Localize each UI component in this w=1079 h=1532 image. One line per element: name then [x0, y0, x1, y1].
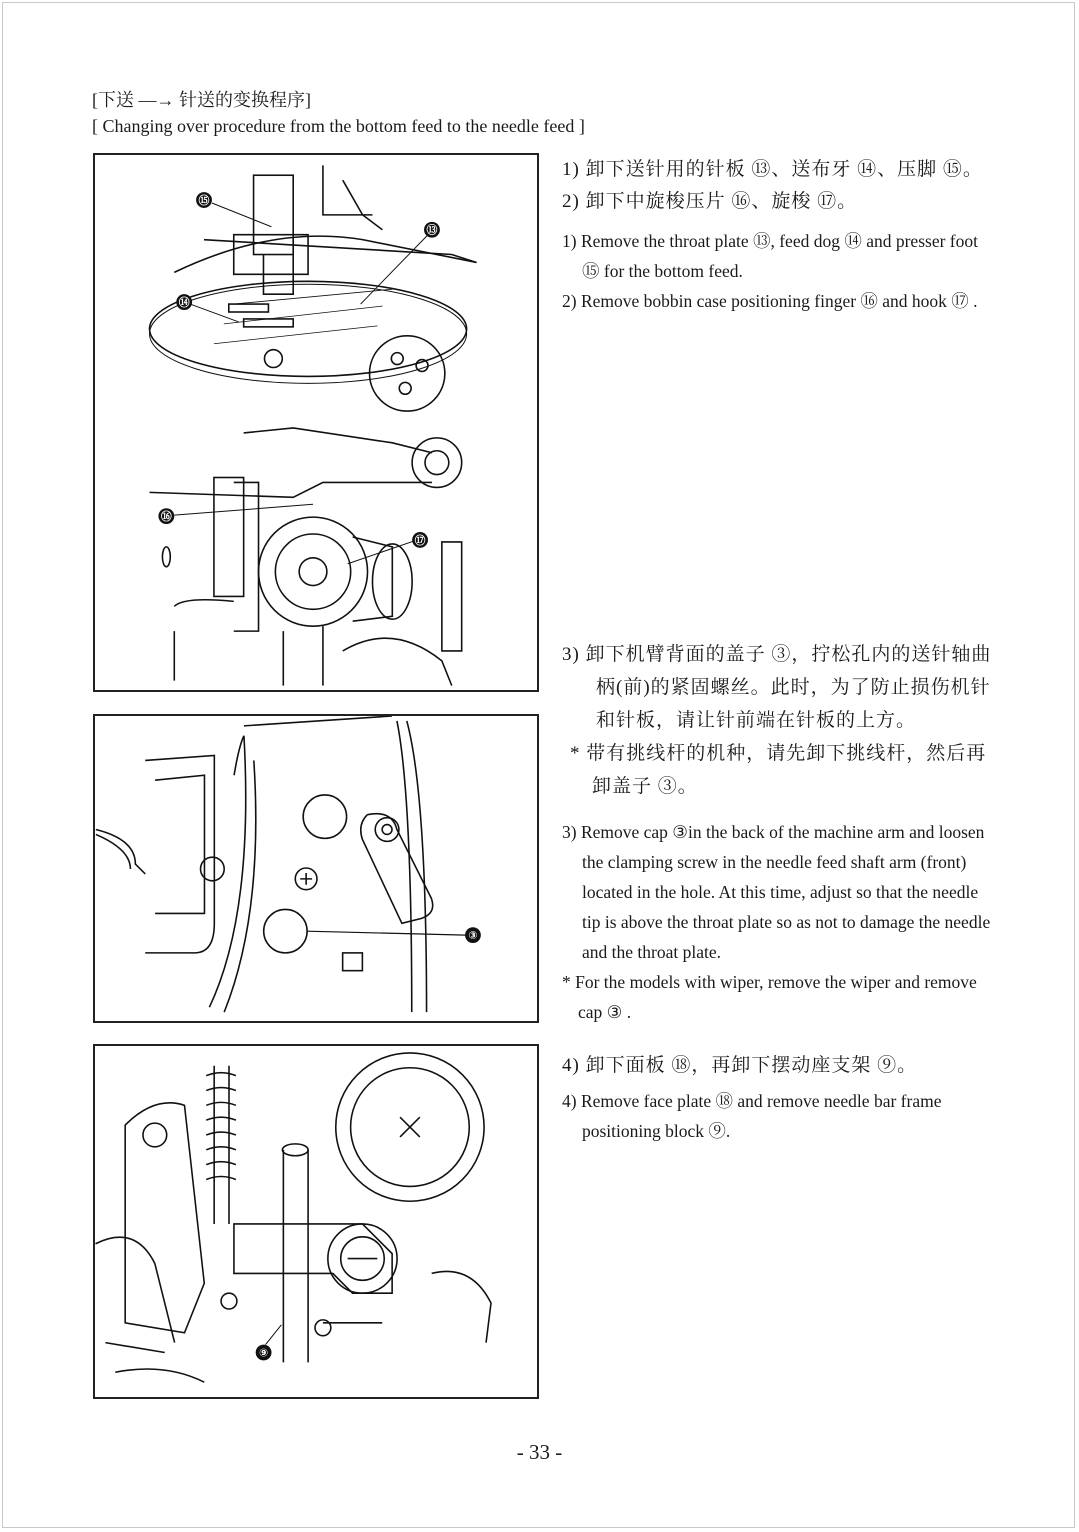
- callout-16: ⑯: [160, 510, 172, 524]
- callout-9: ⑨: [258, 1346, 269, 1360]
- step-3-en-note: * For the models with wiper, remove the wiper and remove cap ③ .: [562, 972, 977, 1022]
- step-2-zh: 2) 卸下中旋梭压片 ⑯、旋梭 ⑰。: [562, 191, 858, 212]
- step-1-en: 1) Remove the throat plate ⑬, feed dog ⑭ and presser foot ⑮ for the bottom feed.: [562, 231, 978, 281]
- figure-2-drawing: [95, 716, 537, 1021]
- page-number: - 33 -: [516, 1440, 563, 1464]
- callout-13: ⑬: [426, 223, 438, 237]
- callout-3: ③: [468, 929, 478, 943]
- step-3-zh: 3) 卸下机臂背面的盖子 ③，拧松孔内的送针轴曲柄(前)的紧固螺丝。此时，为了防止损伤机针和针板，请让针前端在针板的上方。: [562, 644, 992, 731]
- figure-3-drawing: [95, 1046, 537, 1397]
- step-4-zh: 4) 卸下面板 ⑱，再卸下摆动座支架 ⑨。: [562, 1055, 918, 1076]
- callout-17: ⑰: [414, 533, 426, 547]
- figure-1-drawing: [95, 155, 537, 690]
- figure-face-plate: [93, 1044, 539, 1399]
- step-3-zh-note: * 带有挑线杆的机种，请先卸下挑线杆，然后再卸盖子 ③。: [570, 743, 987, 797]
- callout-15: ⑮: [198, 193, 210, 207]
- section-title-en: [ Changing over procedure from the bottom feed to the needle feed ]: [92, 116, 585, 136]
- step-2-en: 2) Remove bobbin case positioning finger ⑯ and hook ⑰ .: [562, 291, 978, 311]
- step-3-text: [562, 638, 992, 1027]
- step-1-zh: 1) 卸下送针用的针板 ⑬、送布牙 ⑭、压脚 ⑮。: [562, 159, 983, 180]
- step-4-text: [562, 1050, 992, 1146]
- step-1-2-text: [562, 154, 992, 316]
- figure-machine-arm-cap: [93, 714, 539, 1023]
- step-3-en: 3) Remove cap ③in the back of the machine arm and loosen the clamping screw in the needle feed shaft arm (front) located in the hole. At this time, adjust so that the needle tip is above the throat plate so as not to damage the needle and the throat plate.: [562, 822, 991, 962]
- step-4-en: 4) Remove face plate ⑱ and remove needle bar frame positioning block ⑨.: [562, 1091, 942, 1141]
- figure-throat-plate-hook: [93, 153, 539, 692]
- callout-14: ⑭: [178, 296, 190, 310]
- section-title-zh: [下送 —→ 针送的变换程序]: [92, 90, 311, 110]
